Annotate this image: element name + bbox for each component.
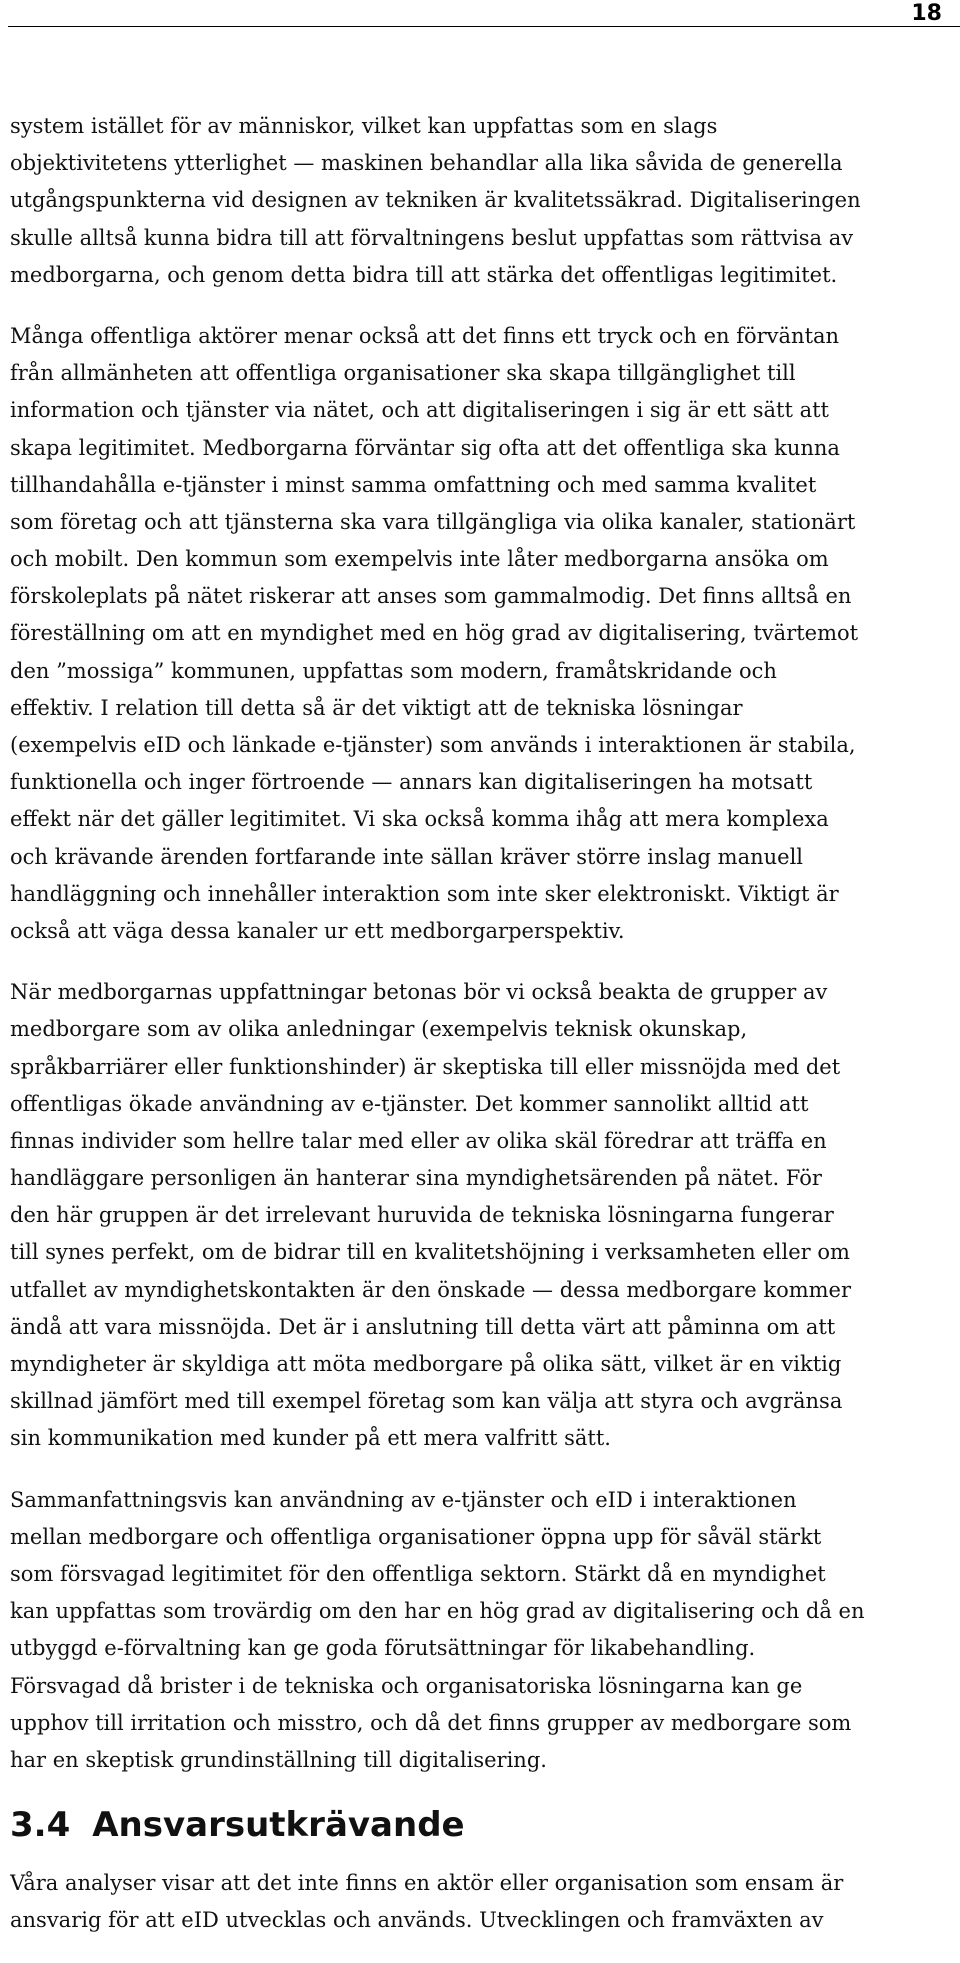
text-line: tillhandahålla e-tjänster i minst samma omfattning och med samma kvalitet [10,472,817,497]
paragraph [10,108,947,294]
text-line: (exempelvis eID och länkade e-tjänster) som används i interaktionen är stabila, [10,733,856,757]
text-line: handläggning och innehåller interaktion som inte sker elektroniskt. Viktigt är [10,881,839,906]
text-line: myndigheter är skyldiga att möta medborgare på olika sätt, vilket är en viktig [10,1352,842,1376]
text-line: medborgarna, och genom detta bidra till att stärka det offentligas legitimitet. [10,262,838,287]
text-line: ändå att vara missnöjda. Det är i anslutning till detta värt att påminna om att [10,1314,836,1339]
text-line: föreställning om att en myndighet med en hög grad av digitalisering, tvärtemot [10,621,859,646]
paragraph [10,318,947,950]
text-line: som försvagad legitimitet för den offentliga sektorn. Stärkt då en myndighet [10,1561,826,1586]
paragraph [10,1482,947,1780]
paragraph [10,974,947,1457]
document-body [10,108,947,1963]
text-line: som företag och att tjänsterna ska vara tillgängliga via olika kanaler, stationärt [10,509,856,534]
text-line: Sammanfattningsvis kan användning av e-tjänster och eID i interaktionen [10,1487,797,1512]
text-line: effektiv. I relation till detta så är det viktigt att de tekniska lösningar [10,695,743,720]
text-line: Våra analyser visar att det inte finns en aktör eller organisation som ensam är [10,1871,844,1896]
page-number: 18 [911,1,942,26]
text-line: medborgare som av olika anledningar (exempelvis teknisk okunskap, [10,1017,748,1042]
text-line: Många offentliga aktörer menar också att det finns ett tryck och en förväntan [10,323,840,348]
text-line: upphov till irritation och misstro, och då det finns grupper av medborgare som [10,1710,852,1735]
section-number: 3.4 [10,1805,71,1846]
section-heading [10,1803,947,1847]
text-line: objektivitetens ytterlighet — maskinen behandlar alla lika såvida de generella [10,151,843,176]
text-line: funktionella och inger förtroende — annars kan digitaliseringen ha motsatt [10,770,813,795]
text-line: och mobilt. Den kommun som exempelvis inte låter medborgarna ansöka om [10,547,829,572]
text-line: offentligas ökade användning av e-tjänster. Det kommer sannolikt alltid att [10,1091,809,1116]
text-line: mellan medborgare och offentliga organisationer öppna upp för såväl stärkt [10,1524,822,1549]
text-line: information och tjänster via nätet, och att digitaliseringen i sig är ett sätt att [10,398,829,423]
text-line: till synes perfekt, om de bidrar till en kvalitetshöjning i verksamheten eller om [10,1240,850,1265]
paragraph [10,1865,947,1939]
text-line: När medborgarnas uppfattningar betonas bör vi också beakta de grupper av [10,980,828,1005]
text-line: utbyggd e-förvaltning kan ge goda förutsättningar för likabehandling. [10,1636,756,1661]
text-line: skulle alltså kunna bidra till att förvaltningens beslut uppfattas som rättvisa av [10,225,854,250]
text-line: Försvagad då brister i de tekniska och organisatoriska lösningarna kan ge [10,1673,803,1698]
text-line: kan uppfattas som trovärdig om den har en hög grad av digitalisering och då en [10,1599,865,1624]
text-line: handläggare personligen än hanterar sina myndighetsärenden på nätet. För [10,1166,822,1191]
text-line: har en skeptisk grundinställning till digitalisering. [10,1747,547,1772]
text-line: från allmänheten att offentliga organisationer ska skapa tillgänglighet till [10,361,796,386]
text-line: och krävande ärenden fortfarande inte sällan kräver större inslag manuell [10,844,804,869]
text-line: utfallet av myndighetskontakten är den önskade — dessa medborgare kommer [10,1277,852,1302]
text-line: utgångspunkterna vid designen av tekniken är kvalitetssäkrad. Digitaliseringen [10,188,861,213]
text-line: den ”mossiga” kommunen, uppfattas som modern, framåtskridande och [10,658,777,683]
header-rule [8,26,960,27]
text-line: ansvarig för att eID utvecklas och används. Utvecklingen och framväxten av [10,1908,824,1933]
text-line: förskoleplats på nätet riskerar att anses som gammalmodig. Det finns alltså en [10,584,852,609]
text-line: skillnad jämfört med till exempel företag som kan välja att styra och avgränsa [10,1389,843,1414]
text-line: effekt när det gäller legitimitet. Vi ska också komma ihåg att mera komplexa [10,807,829,832]
text-line: den här gruppen är det irrelevant huruvida de tekniska lösningarna fungerar [10,1203,834,1228]
text-line: språkbarriärer eller funktionshinder) är skeptiska till eller missnöjda med det [10,1054,841,1079]
page-header [0,0,960,30]
text-line: också att väga dessa kanaler ur ett medborgarperspektiv. [10,918,625,943]
text-line: sin kommunikation med kunder på ett mera valfritt sätt. [10,1426,611,1451]
text-line: system istället för av människor, vilket kan uppfattas som en slags [10,114,718,138]
text-line: finnas individer som hellre talar med eller av olika skäl föredrar att träffa en [10,1128,827,1153]
text-line: skapa legitimitet. Medborgarna förväntar sig ofta att det offentliga ska kunna [10,435,840,460]
section-title: Ansvarsutkrävande [92,1805,465,1846]
